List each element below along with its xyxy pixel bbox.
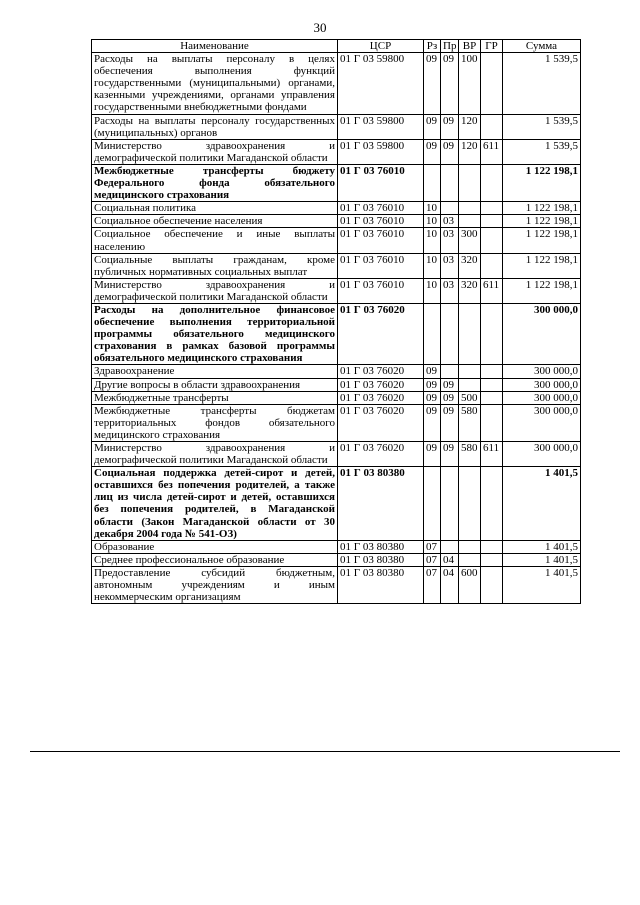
row-name-cell: Министерство здравоохранения и демографической политики Магаданской области [92, 442, 338, 467]
row-rz-cell [424, 303, 441, 364]
table-row [92, 540, 581, 553]
table-row [92, 378, 581, 391]
row-gr-cell [481, 228, 503, 253]
row-name-cell: Социальные выплаты гражданам, кроме публичных нормативных социальных выплат [92, 253, 338, 278]
row-name-cell: Межбюджетные трансферты бюджету Федерального фонда обязательного медицинского страхования [92, 164, 338, 201]
table-row [92, 228, 581, 253]
row-pr-cell: 03 [441, 253, 459, 278]
row-gr-cell [481, 202, 503, 215]
table-row [92, 278, 581, 303]
row-rz-cell: 09 [424, 114, 441, 139]
row-gr-cell [481, 53, 503, 114]
row-csr-cell: 01 Г 03 59800 [338, 139, 424, 164]
row-rz-cell: 09 [424, 53, 441, 114]
row-sum-cell: 1 401,5 [503, 553, 581, 566]
row-name-cell: Предоставление субсидий бюджетным, автономным учреждениям и иным некоммерческим организациям [92, 566, 338, 603]
table-row [92, 391, 581, 404]
row-pr-cell: 09 [441, 378, 459, 391]
column-header-pr: Пр [441, 40, 459, 53]
column-header-vr: ВР [459, 40, 481, 53]
row-gr-cell [481, 215, 503, 228]
table-row [92, 404, 581, 441]
row-sum-cell: 1 122 198,1 [503, 202, 581, 215]
page-number: 30 [313, 20, 327, 35]
row-sum-cell: 300 000,0 [503, 378, 581, 391]
row-rz-cell: 09 [424, 365, 441, 378]
row-sum-cell: 1 539,5 [503, 139, 581, 164]
row-pr-cell [441, 303, 459, 364]
row-vr-cell: 600 [459, 566, 481, 603]
row-sum-cell: 300 000,0 [503, 391, 581, 404]
row-csr-cell: 01 Г 03 80380 [338, 566, 424, 603]
row-sum-cell: 300 000,0 [503, 404, 581, 441]
row-name-cell: Социальная политика [92, 202, 338, 215]
row-csr-cell: 01 Г 03 76010 [338, 215, 424, 228]
row-vr-cell: 580 [459, 404, 481, 441]
row-pr-cell [441, 365, 459, 378]
row-sum-cell: 1 122 198,1 [503, 164, 581, 201]
row-sum-cell: 1 122 198,1 [503, 215, 581, 228]
row-csr-cell: 01 Г 03 76020 [338, 303, 424, 364]
row-vr-cell [459, 378, 481, 391]
row-gr-cell [481, 566, 503, 603]
row-pr-cell: 04 [441, 553, 459, 566]
row-vr-cell: 580 [459, 442, 481, 467]
row-csr-cell: 01 Г 03 76020 [338, 442, 424, 467]
row-name-cell: Социальное обеспечение и иные выплаты населению [92, 228, 338, 253]
row-csr-cell: 01 Г 03 76020 [338, 378, 424, 391]
row-vr-cell [459, 164, 481, 201]
row-vr-cell [459, 215, 481, 228]
row-csr-cell: 01 Г 03 76010 [338, 164, 424, 201]
row-pr-cell: 09 [441, 391, 459, 404]
row-gr-cell [481, 114, 503, 139]
row-pr-cell: 03 [441, 215, 459, 228]
column-header-gr: ГР [481, 40, 503, 53]
row-pr-cell [441, 540, 459, 553]
row-rz-cell: 07 [424, 553, 441, 566]
row-pr-cell: 04 [441, 566, 459, 603]
row-name-cell: Социальное обеспечение населения [92, 215, 338, 228]
row-vr-cell: 120 [459, 114, 481, 139]
row-gr-cell [481, 391, 503, 404]
row-gr-cell [481, 540, 503, 553]
row-rz-cell: 10 [424, 215, 441, 228]
row-pr-cell: 09 [441, 404, 459, 441]
row-pr-cell [441, 164, 459, 201]
row-gr-cell: 611 [481, 139, 503, 164]
row-pr-cell [441, 467, 459, 541]
row-rz-cell: 10 [424, 228, 441, 253]
row-csr-cell: 01 Г 03 59800 [338, 53, 424, 114]
row-rz-cell: 10 [424, 278, 441, 303]
table-row [92, 202, 581, 215]
row-gr-cell: 611 [481, 442, 503, 467]
row-name-cell: Расходы на выплаты персоналу государственных (муниципальных) органов [92, 114, 338, 139]
table-row [92, 139, 581, 164]
row-rz-cell [424, 467, 441, 541]
row-vr-cell: 320 [459, 278, 481, 303]
row-sum-cell: 1 122 198,1 [503, 253, 581, 278]
column-header-sum: Сумма [503, 40, 581, 53]
row-rz-cell: 09 [424, 442, 441, 467]
row-gr-cell [481, 404, 503, 441]
table-row [92, 442, 581, 467]
row-sum-cell: 1 401,5 [503, 566, 581, 603]
row-vr-cell: 500 [459, 391, 481, 404]
row-sum-cell: 1 539,5 [503, 53, 581, 114]
budget-table [91, 39, 581, 604]
table-row [92, 553, 581, 566]
table-row [92, 215, 581, 228]
row-gr-cell [481, 365, 503, 378]
row-rz-cell: 07 [424, 566, 441, 603]
row-gr-cell [481, 378, 503, 391]
row-vr-cell: 300 [459, 228, 481, 253]
table-row [92, 467, 581, 541]
row-vr-cell: 320 [459, 253, 481, 278]
row-csr-cell: 01 Г 03 76010 [338, 228, 424, 253]
row-pr-cell: 03 [441, 278, 459, 303]
row-gr-cell [481, 553, 503, 566]
row-csr-cell: 01 Г 03 76010 [338, 278, 424, 303]
row-pr-cell: 03 [441, 228, 459, 253]
row-csr-cell: 01 Г 03 80380 [338, 467, 424, 541]
row-rz-cell [424, 164, 441, 201]
row-gr-cell [481, 303, 503, 364]
row-pr-cell [441, 202, 459, 215]
table-row [92, 253, 581, 278]
row-vr-cell [459, 365, 481, 378]
row-sum-cell: 1 401,5 [503, 540, 581, 553]
row-pr-cell: 09 [441, 442, 459, 467]
row-name-cell: Министерство здравоохранения и демографической политики Магаданской области [92, 278, 338, 303]
row-pr-cell: 09 [441, 53, 459, 114]
column-header-name: Наименование [92, 40, 338, 53]
row-name-cell: Межбюджетные трансферты [92, 391, 338, 404]
row-rz-cell: 09 [424, 404, 441, 441]
column-header-csr: ЦСР [338, 40, 424, 53]
table-row [92, 53, 581, 114]
row-csr-cell: 01 Г 03 76020 [338, 404, 424, 441]
row-csr-cell: 01 Г 03 76010 [338, 253, 424, 278]
row-csr-cell: 01 Г 03 80380 [338, 540, 424, 553]
row-gr-cell [481, 467, 503, 541]
row-sum-cell: 300 000,0 [503, 303, 581, 364]
row-name-cell: Социальная поддержка детей-сирот и детей, оставшихся без попечения родителей, а также лиц из числа детей-сирот и детей, оставшихся без попечения родителей, в Магаданской области (Закон Магаданской области от 30 декабря 2004 года № 541-ОЗ) [92, 467, 338, 541]
row-csr-cell: 01 Г 03 80380 [338, 553, 424, 566]
row-csr-cell: 01 Г 03 76020 [338, 365, 424, 378]
row-rz-cell: 10 [424, 202, 441, 215]
row-sum-cell: 1 122 198,1 [503, 228, 581, 253]
row-rz-cell: 07 [424, 540, 441, 553]
row-vr-cell [459, 553, 481, 566]
row-name-cell: Другие вопросы в области здравоохранения [92, 378, 338, 391]
table-row [92, 566, 581, 603]
row-vr-cell [459, 303, 481, 364]
row-sum-cell: 1 401,5 [503, 467, 581, 541]
row-pr-cell: 09 [441, 114, 459, 139]
row-vr-cell [459, 202, 481, 215]
table-body [92, 53, 581, 604]
row-name-cell: Министерство здравоохранения и демографической политики Магаданской области [92, 139, 338, 164]
row-rz-cell: 09 [424, 391, 441, 404]
row-gr-cell: 611 [481, 278, 503, 303]
row-name-cell: Расходы на дополнительное финансовое обеспечение выполнения территориальной программы обязательного медицинского страхования в рамках базовой программы обязательного медицинского страхования [92, 303, 338, 364]
row-name-cell: Расходы на выплаты персоналу в целях обеспечения выполнения функций государственными (муниципальными) органами, казенными учреждениями, органами управления государственными внебюджетными фондами [92, 53, 338, 114]
row-vr-cell: 120 [459, 139, 481, 164]
row-csr-cell: 01 Г 03 59800 [338, 114, 424, 139]
row-name-cell: Образование [92, 540, 338, 553]
row-sum-cell: 300 000,0 [503, 442, 581, 467]
table-row [92, 114, 581, 139]
row-vr-cell: 100 [459, 53, 481, 114]
row-csr-cell: 01 Г 03 76020 [338, 391, 424, 404]
row-name-cell: Межбюджетные трансферты бюджетам территориальных фондов обязательного медицинского страхования [92, 404, 338, 441]
table-row [92, 303, 581, 364]
row-rz-cell: 10 [424, 253, 441, 278]
row-gr-cell [481, 164, 503, 201]
table-header-row [92, 40, 581, 53]
row-sum-cell: 300 000,0 [503, 365, 581, 378]
row-sum-cell: 1 539,5 [503, 114, 581, 139]
column-header-rz: Рз [424, 40, 441, 53]
page-divider [30, 751, 620, 752]
row-vr-cell [459, 540, 481, 553]
row-rz-cell: 09 [424, 139, 441, 164]
row-csr-cell: 01 Г 03 76010 [338, 202, 424, 215]
row-name-cell: Здравоохранение [92, 365, 338, 378]
row-gr-cell [481, 253, 503, 278]
table-row [92, 164, 581, 201]
row-name-cell: Среднее профессиональное образование [92, 553, 338, 566]
table-row [92, 365, 581, 378]
row-pr-cell: 09 [441, 139, 459, 164]
row-rz-cell: 09 [424, 378, 441, 391]
row-sum-cell: 1 122 198,1 [503, 278, 581, 303]
row-vr-cell [459, 467, 481, 541]
